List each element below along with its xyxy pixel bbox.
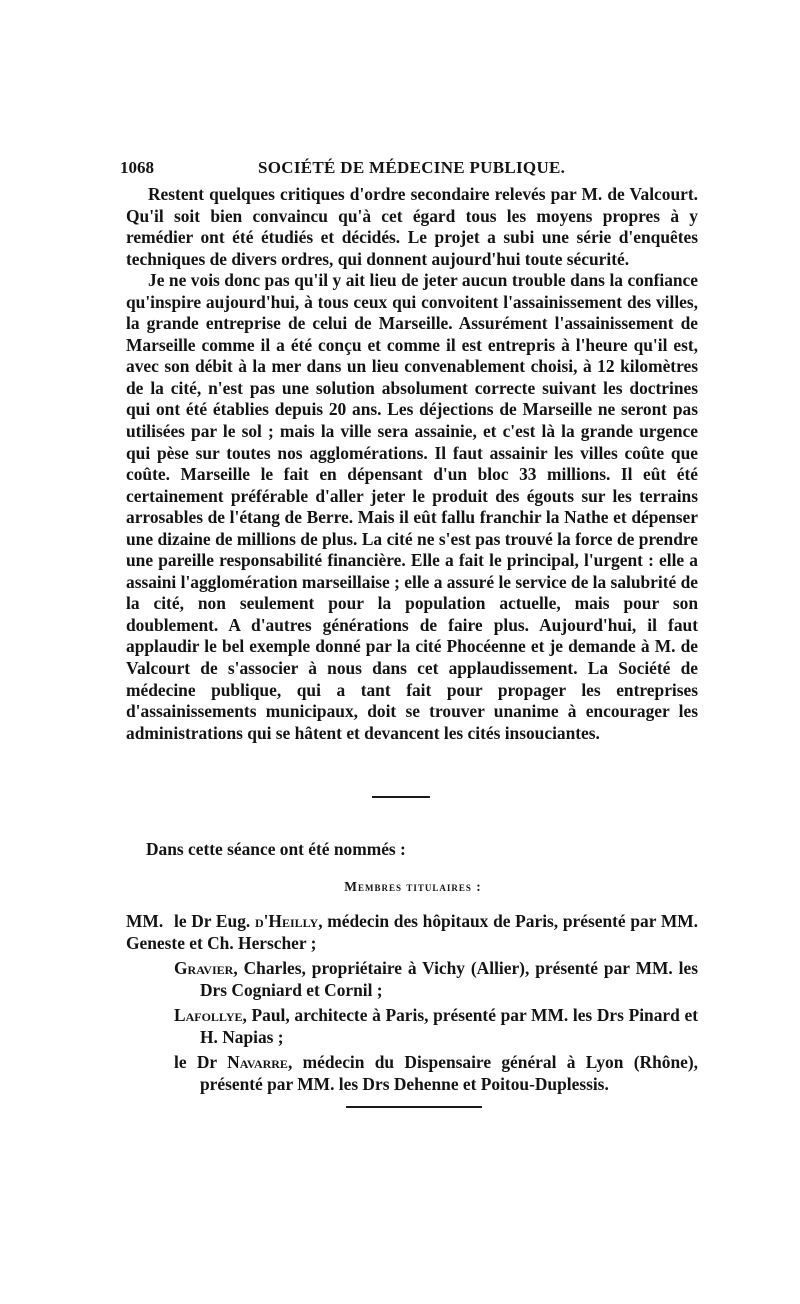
running-head bbox=[120, 158, 700, 182]
members-list bbox=[126, 911, 698, 1099]
member-name: Lafollye bbox=[174, 1005, 243, 1025]
member-entry bbox=[126, 1005, 698, 1048]
member-name: Navarre bbox=[227, 1052, 288, 1072]
members-heading: Membres titulaires : bbox=[344, 879, 482, 894]
member-details: , médecin du Dispensaire général à Lyon (Rhône), présenté par MM. les Drs Dehenne et Poitou-Duplessis. bbox=[200, 1052, 698, 1094]
page-number: 1068 bbox=[120, 158, 154, 177]
paragraph: Restent quelques critiques d'ordre secondaire relevés par M. de Valcourt. Qu'il soit bien convaincu qu'à cet égard tous les moyens propres à y remédier ont été étudiés et décidés. Le projet a subi une série d'enquêtes techniques de divers ordres, qui donnent aujourd'hui toute sécurité. bbox=[126, 184, 698, 269]
body-text bbox=[126, 184, 698, 744]
paragraph: Je ne vois donc pas qu'il y ait lieu de jeter aucun trouble dans la confiance qu'inspire aujourd'hui, à tous ceux qui convoitent l'assainissement des villes, la grande entreprise de celui de Marseille. Assurément l'assainissement de Marseille comme il a été conçu et comme il est entrepris à l'heure qu'il est, avec son débit à la mer dans un lieu convenablement choisi, à 12 kilomètres de la cité, n'est pas une solution absolument correcte suivant les doctrines qui ont été établies depuis 20 ans. Les déjections de Marseille ne seront pas utilisées par le sol ; mais la ville sera assainie, et c'est là la grande urgence qui pèse sur toutes nos agglomérations. Il faut assainir les villes coûte que coûte. Marseille le fait en dépensant d'un bloc 33 millions. Il eût été certainement préférable d'aller jeter le produit des égouts sur les terrains arrosables de l'étang de Berre. Mais il eût fallu franchir la Nathe et dépenser une dizaine de millions de plus. La cité ne s'est pas trouvé la force de prendre une pareille responsabilité financière. Elle a fait le principal, l'urgent : elle a assaini l'agglomération marseillaise ; elle a assuré le service de la salubrité de la cité, non seulement pour la population actuelle, mais pour son doublement. A d'autres générations de faire plus. Aujourd'hui, il faut applaudir le bel exemple donné par la cité Phocéenne et je demande à M. de Valcourt de s'associer à nous dans cet applaudissement. La Société de médecine publique, qui a tant fait pour propager les entreprises d'assainissements municipaux, doit se trouver unanime à encourager les administrations qui se hâtent et devancent les cités insouciantes. bbox=[126, 270, 698, 743]
member-entry bbox=[126, 911, 698, 954]
nominations-intro: Dans cette séance ont été nommés : bbox=[146, 839, 406, 859]
member-details: , Paul, architecte à Paris, présenté par MM. les Drs Pinard et H. Napias ; bbox=[200, 1005, 698, 1047]
member-entry bbox=[126, 958, 698, 1001]
member-name: Gravier bbox=[174, 958, 234, 978]
member-entry bbox=[126, 1052, 698, 1095]
end-divider bbox=[346, 1106, 482, 1108]
journal-title: SOCIÉTÉ DE MÉDECINE PUBLIQUE. bbox=[258, 158, 566, 177]
member-details: , médecin des hôpitaux de Paris, présenté par MM. Geneste et Ch. Herscher ; bbox=[126, 911, 698, 953]
section-divider bbox=[372, 796, 430, 798]
member-details: , Charles, propriétaire à Vichy (Allier), présenté par MM. les Drs Cogniard et Cornil ; bbox=[200, 958, 698, 1000]
member-name: d'Heilly bbox=[254, 911, 319, 931]
mm-prefix: MM. bbox=[126, 911, 164, 931]
member-lead: le Dr bbox=[174, 1052, 228, 1072]
member-lead: le Dr Eug. bbox=[174, 911, 255, 931]
